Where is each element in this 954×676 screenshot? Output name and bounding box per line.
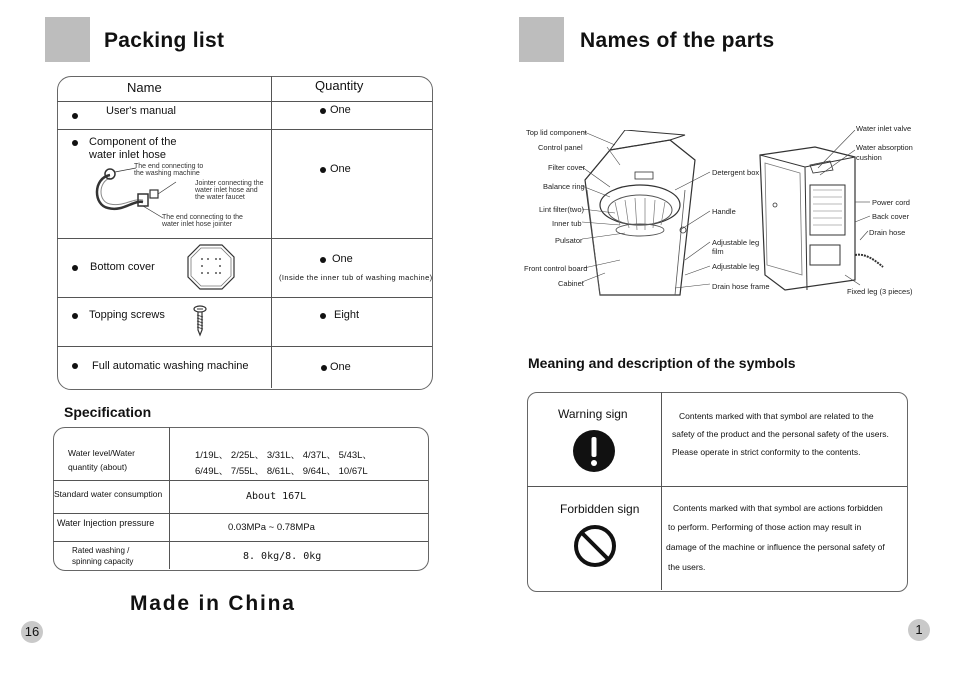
divider — [57, 346, 432, 347]
symbol-description: damage of the machine or influence the personal safety of — [666, 542, 885, 552]
bullet — [72, 363, 78, 369]
part-label: Fixed leg (3 pieces) — [847, 287, 913, 296]
part-label: Power cord — [872, 198, 910, 207]
page-number: 1 — [908, 619, 930, 641]
callout-text: The end connecting to the water inlet hose jointer — [162, 214, 243, 228]
column-header-name: Name — [127, 80, 162, 95]
spec-label: Standard water consumption — [54, 489, 163, 499]
bullet — [72, 113, 78, 119]
divider — [169, 427, 170, 569]
symbol-description: Contents marked with that symbol are actions forbidden — [673, 503, 883, 513]
part-label: Adjustable leg film — [712, 238, 760, 256]
part-label: Lint filter(two) — [539, 205, 585, 214]
divider — [53, 480, 428, 481]
made-in-label: Made in China — [130, 592, 296, 615]
divider — [53, 513, 428, 514]
divider — [661, 392, 662, 590]
divider — [527, 486, 907, 487]
symbol-name: Warning sign — [558, 407, 628, 421]
spec-value: 0.03MPa ~ 0.78MPa — [228, 522, 315, 533]
spec-label: Water Injection pressure — [57, 518, 155, 528]
item-quantity: One — [332, 253, 353, 265]
warning-sign-icon — [572, 429, 616, 473]
section-heading: Meaning and description of the symbols — [528, 355, 796, 371]
part-label: Water absorption cushion — [856, 143, 913, 162]
bullet — [320, 108, 326, 114]
part-label: Pulsator — [555, 236, 583, 245]
forbidden-sign-icon — [573, 524, 617, 568]
spec-value: 1/19L、 2/25L、 3/31L、 4/37L、 5/43L、 — [195, 450, 372, 461]
item-name: Bottom cover — [90, 261, 155, 273]
page-title: Packing list — [104, 29, 225, 52]
part-label: Filter cover — [548, 163, 586, 172]
section-marker — [45, 17, 90, 62]
divider — [57, 129, 432, 130]
bullet — [320, 167, 326, 173]
item-name: Topping screws — [89, 309, 165, 321]
spec-value: 8. 0kg/8. 0kg — [243, 551, 322, 562]
part-label: Cabinet — [558, 279, 584, 288]
symbol-description: the users. — [668, 562, 706, 572]
spec-label: Water level/Water quantity (about) — [68, 448, 135, 472]
divider — [57, 297, 432, 298]
item-quantity: Eight — [334, 309, 360, 321]
bullet — [320, 313, 326, 319]
symbol-description: Contents marked with that symbol are related to the — [679, 411, 874, 421]
divider — [57, 238, 432, 239]
item-name: User's manual — [106, 105, 176, 117]
spec-label: Rated washing / spinning capacity — [72, 546, 134, 566]
part-label: Top lid component — [526, 128, 587, 137]
item-name: Component of the water inlet hose — [89, 136, 177, 161]
spec-value: About 167L — [246, 491, 307, 502]
callout-text: The end connecting to the washing machine — [134, 163, 204, 177]
symbol-description: safety of the product and the personal safety of the users. — [672, 429, 889, 439]
bottom-cover-illustration — [186, 243, 236, 291]
screw-illustration — [193, 305, 207, 337]
part-label: Control panel — [538, 143, 583, 152]
part-label: Drain hose frame — [712, 282, 770, 291]
symbol-description: Please operate in strict conformity to the contents. — [672, 447, 861, 457]
part-label: Back cover — [872, 212, 910, 221]
part-label: Handle — [712, 207, 736, 216]
item-quantity: One — [330, 163, 351, 175]
callout-text: Jointer connecting the water inlet hose and the water faucet — [195, 180, 264, 201]
bullet — [72, 313, 78, 319]
item-quantity: One — [330, 361, 351, 373]
spec-value: 6/49L、 7/55L、 8/61L、 9/64L、 10/67L — [195, 466, 368, 477]
part-label: Balance ring — [543, 182, 585, 191]
divider — [271, 76, 272, 388]
divider — [57, 101, 432, 102]
bullet — [72, 265, 78, 271]
symbol-description: to perform. Performing of those action may result in — [668, 522, 862, 532]
item-name: Full automatic washing machine — [92, 360, 249, 372]
part-label: Water inlet valve — [856, 124, 912, 133]
section-heading: Specification — [64, 404, 152, 420]
item-quantity: One — [330, 104, 351, 116]
part-label: Adjustable leg — [712, 262, 760, 271]
page-number: 16 — [21, 621, 43, 643]
bullet — [321, 365, 327, 371]
divider — [53, 541, 428, 542]
page-title: Names of the parts — [580, 29, 775, 52]
part-label: Front control board — [524, 264, 588, 273]
bullet — [72, 140, 78, 146]
part-label: Detergent box — [712, 168, 760, 177]
column-header-quantity: Quantity — [315, 78, 364, 93]
part-label: Drain hose — [869, 228, 906, 237]
symbol-name: Forbidden sign — [560, 502, 640, 516]
item-note: (Inside the inner tub of washing machine) — [279, 273, 433, 282]
section-marker — [519, 17, 564, 62]
part-label: Inner tub — [552, 219, 582, 228]
packing-table — [57, 76, 433, 390]
bullet — [320, 257, 326, 263]
